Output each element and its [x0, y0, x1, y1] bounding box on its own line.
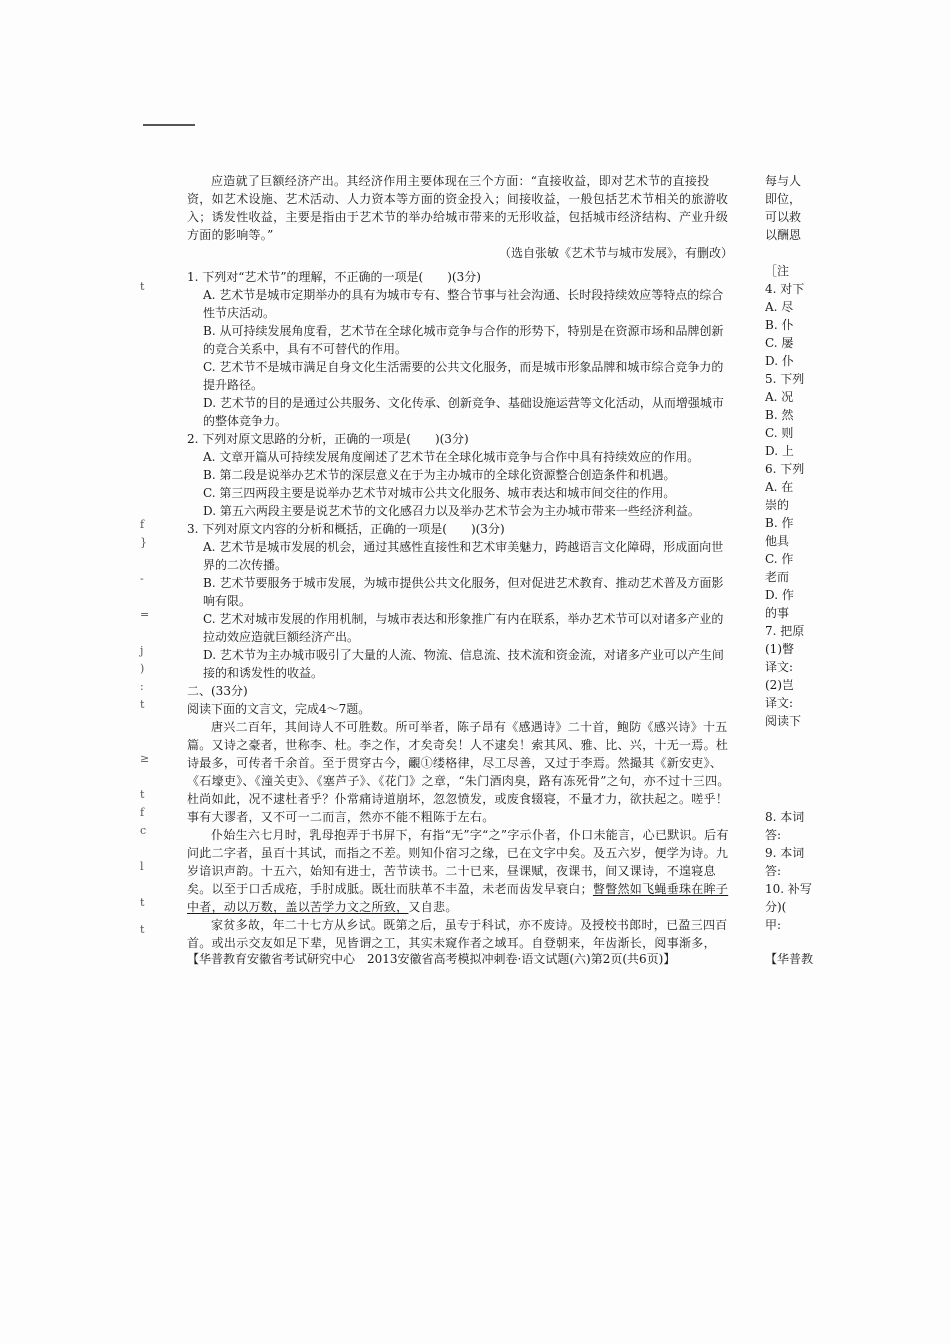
fragment-line: 老而 [765, 570, 790, 584]
option-c: C. 艺术对城市发展的作用机制，与城市表达和形象推广有内在联系，举办艺术节可以对诸多产业的拉动效应造就巨额经济产出。 [203, 612, 724, 644]
fragment-line: 9. 本词 [765, 846, 805, 860]
option-a: A. 文章开篇从可持续发展角度阐述了艺术节在全球化城市竞争与合作中具有持续效应的作用。 [203, 450, 700, 464]
classical-paragraph-3: 家贫多故，年二十七方从乡试。既第之后，虽专于科试，亦不废诗。及授校书郎时，已盈三四百首。或出示交友如足下辈，见皆谓之工，其实未窥作者之域耳。自登朝来，年齿渐长，阅事渐多， [187, 918, 728, 950]
fragment-line: B. 仆 [765, 318, 794, 332]
option-d: D. 艺术节的目的是通过公共服务、文化传承、创新竞争、基础设施运营等文化活动，从而增强城市的整体竞争力。 [203, 396, 724, 428]
paragraph-tail: 又自悲。 [408, 900, 458, 914]
fragment-line: 的事 [765, 606, 790, 620]
classical-paragraph-1: 唐兴二百年，其间诗人不可胜数。所可举者，陈子昂有《感遇诗》二十首，鲍防《感兴诗》十五篇。又诗之豪者，世称李、杜。李之作，才矣奇矣！人不逮矣！索其风、雅、比、兴，十无一焉。杜诗最多，可传者千余首。至于贯穿古今，覼①缕格律，尽工尽善，又过于李焉。然撮其《新安吏》、《石壕吏》、《潼关吏》、《塞芦子》、《花门》之章，“朱门酒肉臭，路有冻死骨”之句，亦不过十三四。杜尚如此，况不逮杜者乎？仆常痛诗道崩坏，忽忽愤发，或废食辍寝，不量才力，欲扶起之。嗟乎！事有大谬者，又不可一二而言，然亦不能不粗陈于左右。 [187, 720, 730, 824]
option-d: D. 艺术节为主办城市吸引了大量的人流、物流、信息流、技术流和资金流，对诸多产业可以产生间接的和诱发性的收益。 [203, 648, 724, 680]
fragment-line: A. 尽 [765, 300, 794, 314]
paragraph-text: 仆始生六七月时，乳母抱弄于书屏下，有指“无”字“之”字示仆者，仆口未能言，心已默识。后有问此二字者，虽百十其试，而指之不差。则知仆宿习之缘，已在文字中矣。及五六岁，便学为诗。九岁谙识声韵。十五六，始知有进士，苦节读书。二十已来，昼课赋，夜课书，间又课诗，不遑寝息矣。以至于口舌成疮，手肘成胝。既壮而肤革不丰盈，未老而齿发早衰白； [187, 828, 729, 896]
fragment-line: 答: [765, 828, 782, 842]
question-2 [187, 430, 733, 520]
fragment-line: 以酬恩 [765, 228, 802, 242]
question-1 [187, 268, 733, 430]
option-c: C. 艺术节不是城市满足自身文化生活需要的公共文化服务，而是城市形象品牌和城市综合竞争力的提升路径。 [203, 360, 724, 392]
question-stem: 2. 下列对原文思路的分析，正确的一项是( )(3分) [187, 432, 469, 446]
adjacent-page-fragment [765, 0, 950, 1344]
fragment-line: 8. 本词 [765, 810, 805, 824]
fragment-line: C. 作 [765, 552, 794, 566]
option-c: C. 第三四两段主要是说举办艺术节对城市公共文化服务、城市表达和城市间交往的作用。 [203, 486, 676, 500]
option-a: A. 艺术节是城市发展的机会，通过其感性直接性和艺术审美魅力，跨越语言文化障碍，形成面向世界的二次传播。 [203, 540, 724, 572]
fragment-line: 6. 下列 [765, 462, 805, 476]
fragment-line: 即位， [765, 192, 802, 206]
fragment-line: 他具 [765, 534, 790, 548]
fragment-line: 4. 对下 [765, 282, 805, 296]
fragment-line: 分)( [765, 900, 787, 914]
fragment-line: A. 在 [765, 480, 794, 494]
passage-tail: 应造就了巨额经济产出。其经济作用主要体现在三个方面：“直接收益，即对艺术节的直接投资，如艺术设施、艺术活动、人力资本等方面的资金投入；间接收益，一般包括艺术节相关的旅游收入；诱发性收益，主要是指由于艺术节的举办给城市带来的无形收益，包括城市经济结构、产业升级方面的影响等。” [187, 174, 729, 242]
section-heading: 二、(33分) [187, 684, 248, 698]
fragment-line: 5. 下列 [765, 372, 805, 386]
fragment-line: (2)岂 [765, 678, 794, 692]
question-3 [187, 520, 733, 682]
reading-instruction: 阅读下面的文言文，完成4～7题。 [187, 702, 371, 716]
main-column [187, 172, 733, 952]
fragment-line: D. 仆 [765, 354, 794, 368]
option-d: D. 第五六两段主要是说艺术节的文化感召力以及举办艺术节会为主办城市带来一些经济利益。 [203, 504, 700, 518]
underlined-sentence-2: 盖以苦学力文之所致， [285, 900, 409, 914]
fragment-line: 甲: [765, 918, 782, 932]
left-margin-marks: t f } - = j ) : t ≥ t f c l t t [140, 280, 150, 936]
fragment-line: 答: [765, 864, 782, 878]
classical-paragraph-2 [187, 826, 733, 916]
page-footer: 【华普教育安徽省考试研究中心 2013安徽省高考模拟冲刺卷·语文试题(六)第2页(共6页)】 [187, 952, 676, 966]
fragment-line: D. 上 [765, 444, 794, 458]
question-stem: 1. 下列对“艺术节”的理解，不正确的一项是( )(3分) [187, 270, 481, 284]
underlined-sentence-1: 瞥瞥然如飞蝇垂珠在眸子中者，动以万数， [187, 882, 729, 914]
fragment-footer: 【华普教 [765, 952, 814, 966]
fragment-line: C. 则 [765, 426, 794, 440]
option-a: A. 艺术节是城市定期举办的具有为城市专有、整合节事与社会沟通、长时段持续效应等特点的综合性节庆活动。 [203, 288, 724, 320]
option-b: B. 艺术节要服务于城市发展，为城市提供公共文化服务，但对促进艺术教育、推动艺术普及方面影响有限。 [203, 576, 724, 608]
option-b: B. 第二段是说举办艺术节的深层意义在于为主办城市的全球化资源整合创造条件和机遇。 [203, 468, 676, 482]
source-citation: （选自张敏《艺术节与城市发展》，有删改） [498, 246, 733, 260]
fragment-line: 10. 补写 [765, 882, 812, 896]
fragment-line: 译文: [765, 696, 794, 710]
fragment-line: C. 屡 [765, 336, 794, 350]
option-b: B. 从可持续发展角度看，艺术节在全球化城市竞争与合作的形势下，特别是在资源市场和品牌创新的竞合关系中，具有不可替代的作用。 [203, 324, 724, 356]
question-stem: 3. 下列对原文内容的分析和概括，正确的一项是( )(3分) [187, 522, 505, 536]
fragment-line: (1)瞥 [765, 642, 794, 656]
fragment-line: 译文: [765, 660, 794, 674]
fragment-line: B. 然 [765, 408, 794, 422]
fragment-line: 每与人 [765, 174, 802, 188]
fragment-line: 7. 把原 [765, 624, 805, 638]
fragment-line: 阅读下 [765, 714, 802, 728]
fragment-line: B. 作 [765, 516, 794, 530]
fragment-line: 可以救 [765, 210, 802, 224]
fragment-line: 崇的 [765, 498, 790, 512]
fragment-line: A. 况 [765, 390, 794, 404]
fragment-line: D. 作 [765, 588, 794, 602]
fragment-line: ［注 [765, 264, 790, 278]
